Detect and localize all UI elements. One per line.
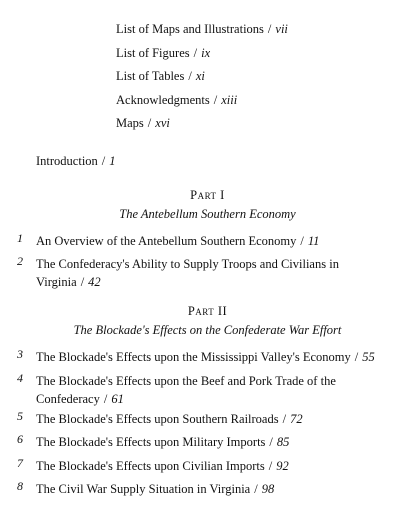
- chapter-page: 85: [276, 435, 290, 449]
- toc-entry-maps-illustrations: List of Maps and Illustrations / vii: [116, 22, 288, 36]
- part-two-heading: [20, 305, 395, 336]
- table-of-contents-page: List of Maps and Illustrations / vii List of Figures / ix List of Tables / xi Acknowledgments / xiii Maps / xvi Introduction / 1 Part I The Antebellum Southern Economy 1 An Overview of the Antebellum Southern Economy / 11 2 The Confederacy's Ability to Supply Troops and Civilians in Virginia / 42 Part II The Blockade's Effects on the Confederate War Effort 3 The Blockade's Effects upon the Mississippi Valley's Economy / 55 4 The Blockade's Effects upon the Beef and Pork Trade of the Confederacy / 61 5 The Blockade's Effects upon Southern Railroads / 72 6 The Blockade's Effects upon Military Imports / 85 7 The Blockade's Effects upon Civilian Imports / 92 8 The Civil War Supply Situation in Virginia / 98: [0, 0, 413, 523]
- chapter-page: 92: [276, 459, 289, 473]
- chapter-title: The Civil War Supply Situation in Virginia: [36, 482, 251, 496]
- toc-entry-introduction: Introduction / 1: [36, 154, 116, 168]
- chapter-page: 61: [111, 392, 124, 406]
- chapter-page: 72: [290, 412, 303, 426]
- chapter-title: The Blockade's Effects upon the Mississippi Valley's Economy: [36, 350, 351, 364]
- chapter-number: 8: [17, 479, 23, 493]
- chapter-title: The Blockade's Effects upon Southern Railroads: [36, 412, 279, 426]
- toc-entry-acknowledgments: Acknowledgments / xiii: [116, 92, 238, 107]
- chapter-title: An Overview of the Antebellum Southern Economy: [36, 234, 297, 248]
- chapter-page: 55: [362, 350, 375, 364]
- chapter-number: 2: [17, 254, 23, 268]
- toc-entry-maps: Maps / xvi: [116, 116, 170, 130]
- toc-entry-figures: List of Figures / ix: [116, 45, 211, 60]
- chapter-number: 7: [17, 456, 23, 470]
- part-subtitle: The Antebellum Southern Economy: [119, 206, 296, 221]
- chapter-title: The Blockade's Effects upon Civilian Imports: [36, 459, 265, 473]
- part-subtitle: The Blockade's Effects on the Confederate War Effort: [73, 322, 342, 337]
- chapter-number: 1: [17, 231, 23, 245]
- chapter-number: 4: [17, 371, 23, 385]
- chapter-title: The Blockade's Effects upon Military Imports: [36, 435, 266, 449]
- chapter-page: 98: [261, 482, 275, 496]
- chapter-page: 11: [307, 234, 320, 248]
- part-label: Part II: [187, 304, 228, 318]
- chapter-number: 3: [17, 347, 23, 361]
- chapter-number: 6: [17, 432, 23, 446]
- part-label: Part I: [190, 188, 225, 202]
- toc-entry-tables: List of Tables / xi: [116, 69, 205, 83]
- chapter-page: 42: [88, 275, 101, 289]
- front-matter-list: [116, 23, 288, 141]
- chapter-number: 5: [17, 409, 23, 423]
- part-one-heading: [20, 189, 395, 220]
- chapter-title: The Confederacy's Ability to Supply Troops and Civilians in Virginia: [36, 257, 339, 289]
- chapter-title: The Blockade's Effects upon the Beef and Pork Trade of the Confederacy: [36, 374, 336, 406]
